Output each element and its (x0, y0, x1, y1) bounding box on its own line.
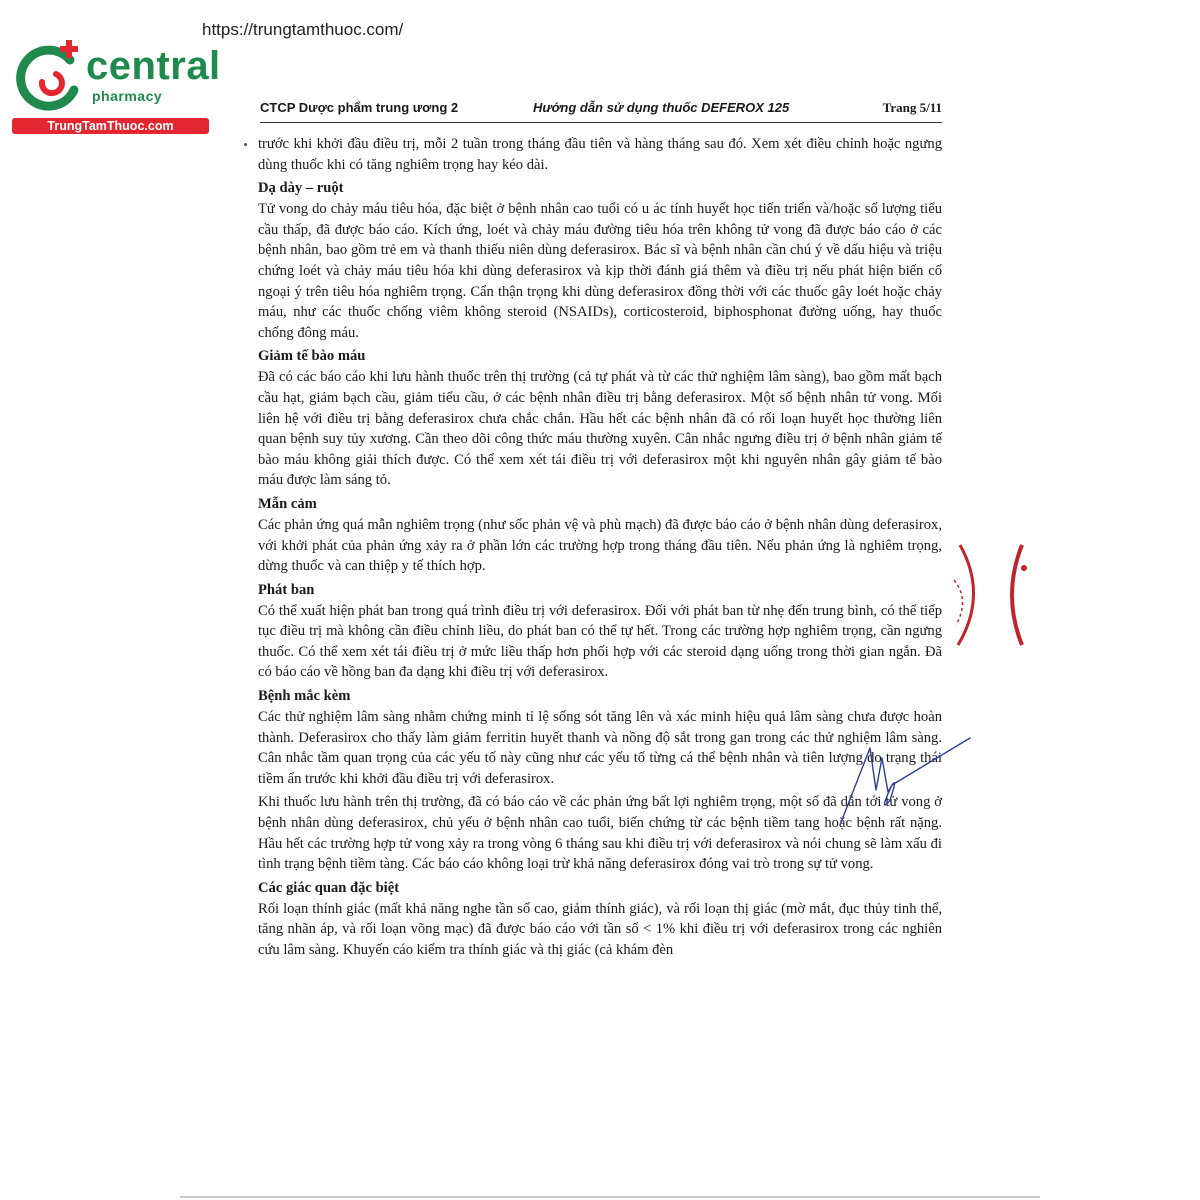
red-stamp-fragment (940, 540, 990, 650)
section-hypersensitivity (258, 494, 942, 577)
logo-brand-sub: pharmacy (92, 88, 163, 104)
paragraph: Tử vong do chảy máu tiêu hóa, đặc biệt ở bệnh nhân cao tuổi có u ác tính huyết học tiến triển và/hoặc số lượng tiểu cầu thấp, đã được báo cáo. Kích ứng, loét và chảy máu đường tiêu hóa trên không tử vong đã được báo cáo ở các bệnh nhân, bao gồm trẻ em và thanh thiếu niên dùng deferasirox. Bác sĩ và bệnh nhân cần chú ý về dấu hiệu và triệu chứng loét và chảy máu tiêu hóa khi dùng deferasirox và kịp thời đánh giá thêm và điều trị nếu phát hiện biến cố ngoại ý trên tiêu hóa nghiêm trọng. Cẩn thận trọng khi dùng deferasirox đồng thời với các thuốc gây loét hoặc chảy máu, như các thuốc chống viêm không steroid (NSAIDs), corticosteroid, biphosphonat đường uống, hay thuốc chống đông máu. (258, 201, 942, 341)
paragraph: Có thể xuất hiện phát ban trong quá trình điều trị với deferasirox. Đối với phát ban từ nhẹ đến trung bình, có thể tiếp tục điều trị mà không cần điều chỉnh liều, do phát ban có thể tự hết. Trong các trường hợp nghiêm trọng, cần ngưng thuốc. Có thể xem xét tái điều trị ở mức liều thấp hơn phối hợp với các steroid dạng uống trong thời gian ngắn. Đã có báo cáo về hồng ban đa dạng khi điều trị với deferasirox. (258, 602, 942, 681)
section-heading: Phát ban (258, 581, 315, 598)
page-bottom-rule (180, 1196, 1040, 1198)
section-gastrointestinal (258, 178, 942, 343)
section-continued (258, 134, 942, 175)
section-heading: Mẫn cảm (258, 495, 317, 512)
section-rash (258, 580, 942, 683)
section-special-senses (258, 878, 942, 961)
paragraph: Đã có các báo cáo khi lưu hành thuốc trên thị trường (cả tự phát và từ các thử nghiệm lâm sàng), bao gồm mất bạch cầu hạt, giảm bạch cầu, giảm tiểu cầu, ở các bệnh nhân điều trị bằng deferasirox. Một số bệnh nhân tử vong. Mối liên hệ với điều trị bằng deferasirox chưa chắc chắn. Hầu hết các bệnh nhân đã có rối loạn huyết học thường liên quan bệnh suy tủy xương. Cần theo dõi công thức máu thường xuyên. Cân nhắc ngưng điều trị ở bệnh nhân giảm tế bào máu không giải thích được. Có thể xem xét tái điều trị với deferasirox một khi nguyên nhân gây giảm tế bào máu được làm sáng tỏ. (258, 369, 942, 489)
header-company: CTCP Dược phẩm trung ương 2 (260, 100, 459, 115)
section-cytopenia (258, 346, 942, 491)
section-heading: Bệnh mắc kèm (258, 688, 351, 705)
red-stamp-fragment (1000, 540, 1030, 650)
paragraph: trước khi khởi đầu điều trị, mỗi 2 tuần trong tháng đầu tiên và hàng tháng sau đó. Xem xét điều chỉnh hoặc ngưng dùng thuốc khi có tăng nghiêm trọng hay kéo dài. (258, 136, 942, 173)
page-header (260, 100, 942, 123)
section-heading: Dạ dày – ruột (258, 180, 344, 197)
section-heading: Các giác quan đặc biệt (258, 879, 400, 896)
logo-brand-name: central (86, 44, 221, 88)
paragraph: Các thử nghiệm lâm sàng nhằm chứng minh tỉ lệ sống sót tăng lên và xác minh hiệu quả lâm sàng chưa được hoàn thành. Deferasirox cho thấy làm giảm ferritin huyết thanh và nồng độ sắt trong gan trong các thử nghiệm lâm sàng. Cân nhắc tầm quan trọng của các yếu tố này cũng như các yếu tố từng cá thể bệnh nhân và tiên lượng do trạng thái tiềm ẩn trước khi khởi đầu điều trị với deferasirox. (258, 709, 942, 787)
signature (830, 730, 980, 840)
header-page-number: Trang 5/11 (882, 100, 942, 115)
paragraph: Các phản ứng quá mẫn nghiêm trọng (như sốc phản vệ và phù mạch) đã được báo cáo ở bệnh nhân dùng deferasirox, với khởi phát của phản ứng xảy ra ở phần lớn các trường hợp trong tháng đầu tiên. Nếu phản ứng là nghiêm trọng, dừng thuốc và can thiệp y tế thích hợp. (258, 516, 942, 575)
paragraph: Khi thuốc lưu hành trên thị trường, đã có báo cáo về các phản ứng bất lợi nghiêm trọng, một số đã dẫn tới tử vong ở bệnh nhân dùng deferasirox, chủ yếu ở bệnh nhân cao tuổi, biến chứng từ các bệnh tiềm tang hoặc bệnh rất nặng. Hầu hết các trường hợp tử vong xảy ra trong vòng 6 tháng sau khi điều trị với deferasirox và nói chung sẽ làm xấu đi tình trạng bệnh tiềm tàng. Các báo cáo không loại trừ khả năng deferasirox đóng vai trò trong sự tử vong. (258, 794, 942, 873)
logo-ring-icon (21, 50, 74, 106)
section-heading: Giảm tế bào máu (258, 348, 366, 365)
header-document-title: Hướng dẫn sử dụng thuốc DEFEROX 125 (533, 100, 790, 115)
paragraph: Rối loạn thính giác (mất khả năng nghe tần số cao, giảm thính giác), và rối loạn thị giác (mờ mắt, đục thủy tinh thể, tăng nhãn áp, và rối loạn võng mạc) đã được báo cáo với tần số < 1% khi điều trị với deferasirox trong các nghiên cứu lâm sàng. Khuyến cáo kiểm tra thính giác và thị giác (cả khám đèn (258, 900, 942, 958)
logo-site-badge: TrungTamThuoc.com (12, 118, 209, 134)
margin-mark (244, 143, 247, 146)
watermark-url: https://trungtamthuoc.com/ (202, 20, 404, 39)
